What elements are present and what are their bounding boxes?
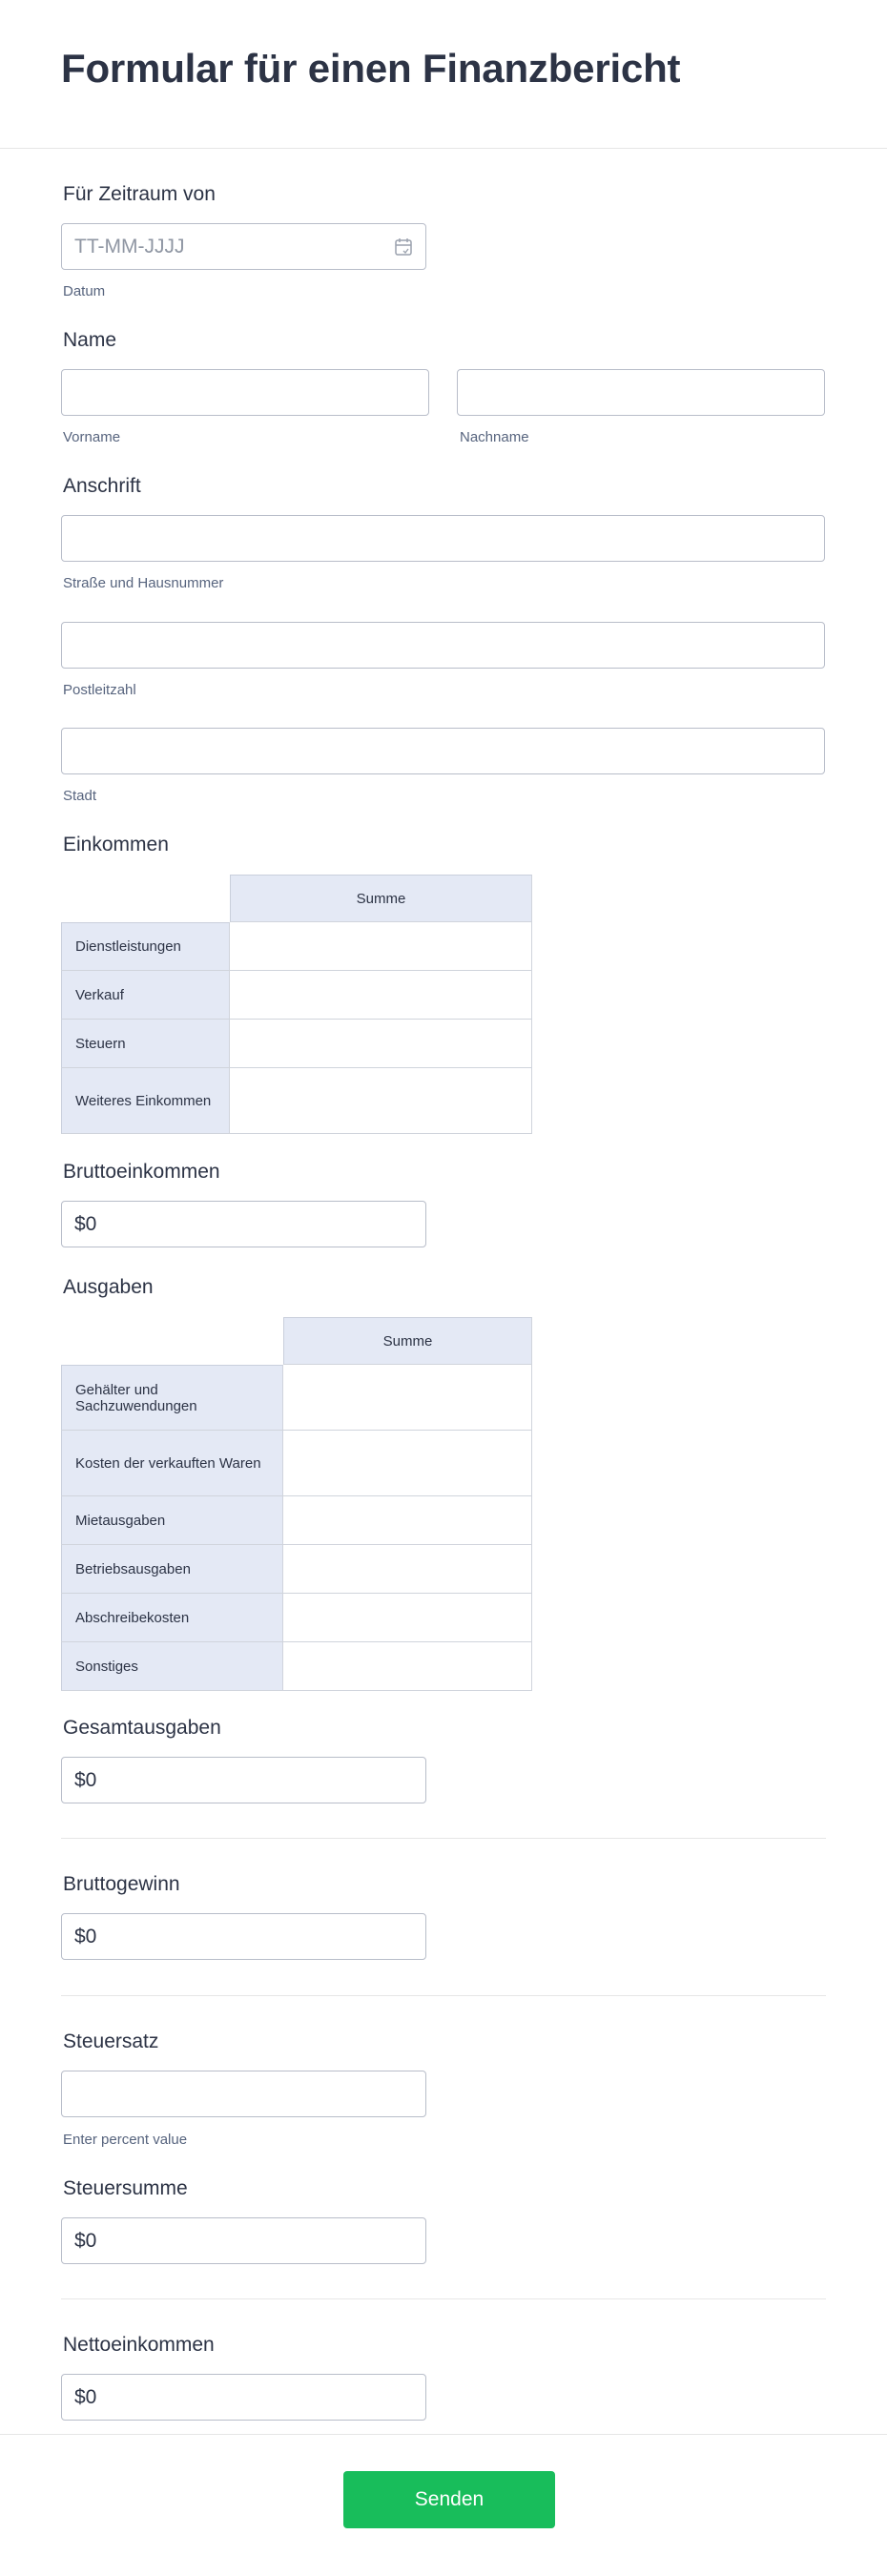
expenses-amount-cell[interactable] <box>283 1545 532 1594</box>
expenses-label: Ausgaben <box>63 1276 154 1298</box>
table-row <box>61 922 532 971</box>
expenses-column-header: Summe <box>283 1317 532 1365</box>
expenses-amount-cell[interactable] <box>283 1431 532 1496</box>
income-label: Einkommen <box>63 834 169 855</box>
expenses-amount-cell[interactable] <box>283 1496 532 1545</box>
city-input[interactable] <box>61 728 825 774</box>
calendar-icon[interactable] <box>395 237 412 257</box>
table-row <box>61 1431 532 1496</box>
net-income-label: Nettoeinkommen <box>63 2334 215 2356</box>
table-row <box>61 1545 532 1594</box>
income-row-label: Steuern <box>61 1020 230 1068</box>
expenses-row-label: Abschreibekosten <box>61 1594 283 1642</box>
table-row <box>61 1068 532 1134</box>
form-footer <box>0 2434 887 2576</box>
income-table <box>61 875 532 1134</box>
income-row-label: Weiteres Einkommen <box>61 1068 230 1134</box>
form-title: Formular für einen Finanzbericht <box>61 46 681 91</box>
gross-income-field[interactable]: $0 <box>61 1201 426 1247</box>
street-input[interactable] <box>61 515 825 562</box>
expenses-row-label: Sonstiges <box>61 1642 283 1691</box>
table-row <box>61 1020 532 1068</box>
divider <box>61 1995 826 1996</box>
table-row <box>61 1365 532 1431</box>
income-amount-cell[interactable] <box>230 971 532 1020</box>
street-sublabel: Straße und Hausnummer <box>63 575 224 591</box>
divider <box>61 2298 826 2299</box>
city-sublabel: Stadt <box>63 788 97 804</box>
expenses-table <box>61 1317 532 1691</box>
last-name-sublabel: Nachname <box>460 429 529 445</box>
first-name-sublabel: Vorname <box>63 429 121 445</box>
tax-total-label: Steuersumme <box>63 2177 188 2199</box>
income-row-label: Dienstleistungen <box>61 922 230 971</box>
table-row <box>61 971 532 1020</box>
tax-rate-sublabel: Enter percent value <box>63 2132 188 2148</box>
first-name-input[interactable] <box>61 369 429 416</box>
income-row-label: Verkauf <box>61 971 230 1020</box>
tax-rate-label: Steuersatz <box>63 2030 159 2052</box>
date-placeholder: TT-MM-JJJJ <box>74 235 185 258</box>
expenses-row-label: Kosten der verkauften Waren <box>61 1431 283 1496</box>
tax-total-field[interactable]: $0 <box>61 2217 426 2264</box>
income-amount-cell[interactable] <box>230 1020 532 1068</box>
name-label: Name <box>63 329 117 351</box>
zip-sublabel: Postleitzahl <box>63 682 136 698</box>
date-input[interactable] <box>61 223 426 270</box>
zip-input[interactable] <box>61 622 825 669</box>
table-row <box>61 1642 532 1691</box>
table-row <box>61 1496 532 1545</box>
table-row <box>61 1594 532 1642</box>
net-income-field[interactable]: $0 <box>61 2374 426 2421</box>
expenses-amount-cell[interactable] <box>283 1365 532 1431</box>
gross-profit-field[interactable]: $0 <box>61 1913 426 1960</box>
submit-button[interactable]: Senden <box>343 2471 555 2528</box>
expenses-amount-cell[interactable] <box>283 1642 532 1691</box>
period-label: Für Zeitraum von <box>63 183 216 205</box>
gross-profit-label: Bruttogewinn <box>63 1873 180 1895</box>
expenses-row-label: Betriebsausgaben <box>61 1545 283 1594</box>
income-amount-cell[interactable] <box>230 922 532 971</box>
address-label: Anschrift <box>63 475 141 497</box>
gross-income-label: Bruttoeinkommen <box>63 1161 220 1183</box>
last-name-input[interactable] <box>457 369 825 416</box>
tax-rate-input[interactable] <box>61 2071 426 2117</box>
income-column-header: Summe <box>230 875 532 922</box>
divider <box>61 1838 826 1839</box>
income-amount-cell[interactable] <box>230 1068 532 1134</box>
total-expenses-field[interactable]: $0 <box>61 1757 426 1803</box>
form-header <box>0 0 887 149</box>
date-sublabel: Datum <box>63 283 106 299</box>
total-expenses-label: Gesamtausgaben <box>63 1717 221 1739</box>
expenses-amount-cell[interactable] <box>283 1594 532 1642</box>
expenses-row-label: Mietausgaben <box>61 1496 283 1545</box>
expenses-row-label: Gehälter und Sachzuwendungen <box>61 1365 283 1431</box>
